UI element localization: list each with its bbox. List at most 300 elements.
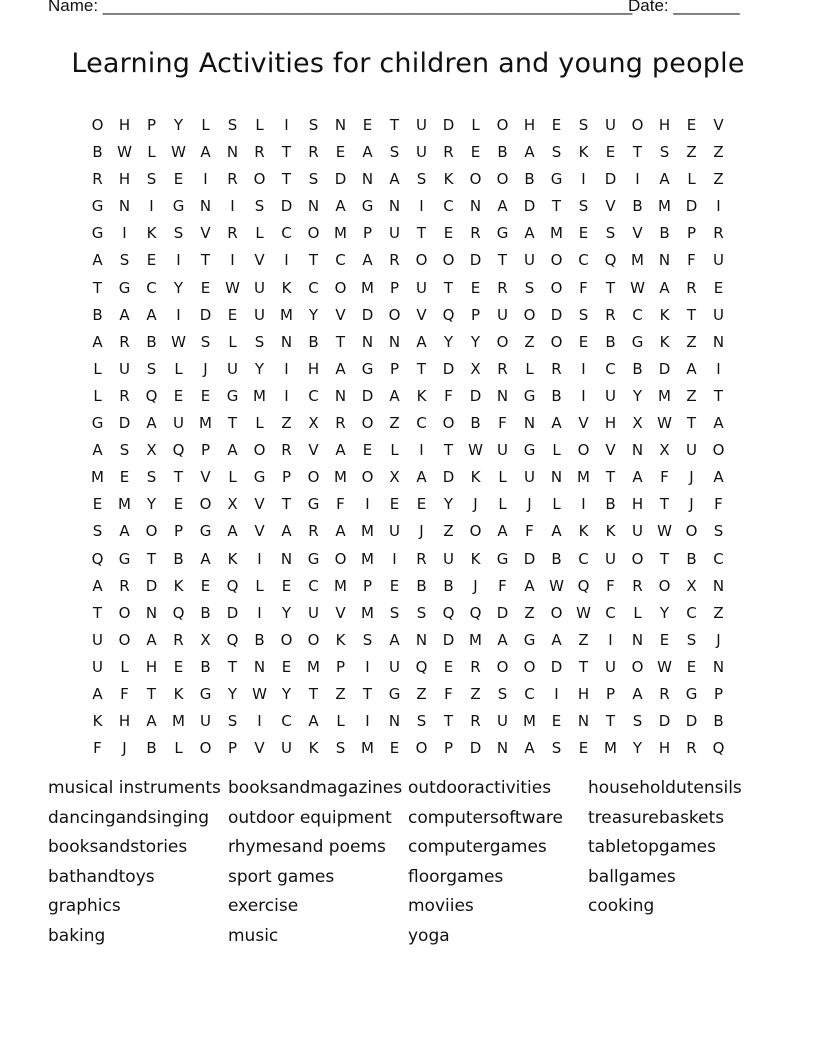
grid-letter[interactable]: A — [92, 576, 103, 595]
grid-letter[interactable]: I — [365, 495, 370, 514]
grid-letter[interactable]: N — [361, 332, 374, 351]
grid-letter[interactable]: O — [91, 116, 104, 134]
grid-letter[interactable]: I — [122, 224, 127, 243]
grid-letter[interactable]: O — [685, 522, 698, 541]
grid-letter[interactable]: T — [578, 657, 589, 676]
grid-letter[interactable]: Z — [416, 684, 427, 703]
grid-letter[interactable]: X — [146, 441, 157, 460]
grid-letter[interactable]: S — [308, 170, 319, 189]
grid-letter[interactable]: B — [173, 549, 184, 568]
grid-letter[interactable]: C — [524, 684, 535, 703]
grid-letter[interactable]: H — [577, 684, 590, 703]
grid-letter[interactable]: B — [632, 359, 643, 378]
grid-letter[interactable]: L — [228, 332, 237, 351]
grid-letter[interactable]: D — [523, 549, 536, 568]
grid-letter[interactable]: A — [713, 414, 724, 433]
grid-letter[interactable]: P — [443, 739, 454, 758]
grid-letter[interactable]: U — [416, 116, 427, 134]
grid-letter[interactable]: E — [227, 305, 238, 324]
grid-letter[interactable]: M — [604, 739, 617, 758]
grid-letter[interactable]: Q — [172, 603, 185, 622]
grid-letter[interactable]: T — [659, 549, 670, 568]
grid-letter[interactable]: H — [523, 116, 536, 134]
grid-letter[interactable]: I — [608, 630, 613, 649]
grid-letter[interactable]: A — [92, 441, 103, 460]
grid-letter[interactable]: U — [686, 441, 697, 460]
grid-letter[interactable]: K — [605, 522, 616, 541]
grid-letter[interactable]: S — [92, 522, 103, 541]
grid-letter[interactable]: H — [118, 116, 131, 134]
grid-letter[interactable]: C — [578, 251, 589, 270]
grid-letter[interactable]: S — [551, 143, 562, 162]
grid-letter[interactable]: Y — [470, 332, 481, 351]
grid-letter[interactable]: N — [280, 332, 293, 351]
grid-letter[interactable]: K — [659, 305, 670, 324]
grid-letter[interactable]: Q — [145, 386, 158, 405]
grid-letter[interactable]: O — [496, 332, 509, 351]
grid-letter[interactable]: N — [712, 332, 725, 351]
grid-letter[interactable]: P — [173, 522, 184, 541]
grid-letter[interactable]: S — [227, 116, 238, 134]
grid-letter[interactable]: R — [605, 305, 616, 324]
grid-letter[interactable]: E — [578, 739, 589, 758]
grid-letter[interactable]: N — [280, 549, 293, 568]
grid-letter[interactable]: S — [551, 739, 562, 758]
grid-letter[interactable]: I — [581, 170, 586, 189]
grid-letter[interactable]: R — [254, 143, 265, 162]
grid-letter[interactable]: N — [361, 170, 374, 189]
grid-letter[interactable]: S — [659, 143, 670, 162]
date-field[interactable]: Date: _______ — [628, 0, 740, 15]
grid-letter[interactable]: T — [632, 143, 643, 162]
grid-letter[interactable]: X — [227, 495, 238, 514]
grid-letter[interactable]: N — [577, 712, 590, 731]
grid-letter[interactable]: O — [415, 251, 428, 270]
grid-letter[interactable]: L — [93, 386, 102, 405]
grid-letter[interactable]: D — [361, 386, 374, 405]
grid-letter[interactable]: P — [335, 657, 346, 676]
grid-letter[interactable]: E — [389, 495, 400, 514]
grid-letter[interactable]: N — [523, 414, 536, 433]
grid-letter[interactable]: O — [631, 549, 644, 568]
grid-letter[interactable]: R — [308, 143, 319, 162]
grid-letter[interactable]: Q — [226, 630, 239, 649]
grid-letter[interactable]: Q — [712, 739, 725, 758]
grid-letter[interactable]: A — [335, 359, 346, 378]
grid-letter[interactable]: H — [145, 657, 158, 676]
grid-letter[interactable]: N — [226, 143, 239, 162]
grid-letter[interactable]: O — [118, 630, 131, 649]
grid-letter[interactable]: A — [497, 630, 508, 649]
grid-letter[interactable]: A — [632, 684, 643, 703]
grid-letter[interactable]: Y — [281, 603, 292, 622]
grid-letter[interactable]: N — [658, 251, 671, 270]
grid-letter[interactable]: W — [549, 576, 564, 595]
grid-letter[interactable]: J — [527, 495, 532, 514]
grid-letter[interactable]: F — [606, 576, 615, 595]
grid-letter[interactable]: R — [119, 386, 130, 405]
grid-letter[interactable]: S — [416, 712, 427, 731]
grid-letter[interactable]: Q — [604, 251, 617, 270]
grid-letter[interactable]: U — [605, 116, 616, 134]
grid-letter[interactable]: W — [252, 684, 267, 703]
grid-letter[interactable]: W — [117, 143, 132, 162]
grid-letter[interactable]: D — [334, 170, 347, 189]
grid-letter[interactable]: B — [92, 305, 103, 324]
grid-letter[interactable]: G — [523, 441, 536, 460]
grid-letter[interactable]: I — [716, 197, 721, 216]
grid-letter[interactable]: U — [389, 522, 400, 541]
grid-letter[interactable]: G — [361, 359, 374, 378]
grid-letter[interactable]: O — [469, 522, 482, 541]
grid-letter[interactable]: I — [257, 549, 262, 568]
grid-letter[interactable]: V — [632, 224, 643, 243]
grid-letter[interactable]: A — [389, 630, 400, 649]
grid-letter[interactable]: N — [388, 712, 401, 731]
grid-letter[interactable]: T — [227, 414, 238, 433]
grid-letter[interactable]: Z — [443, 522, 454, 541]
grid-letter[interactable]: J — [473, 495, 478, 514]
grid-letter[interactable]: V — [254, 739, 265, 758]
grid-letter[interactable]: U — [227, 359, 238, 378]
grid-letter[interactable]: U — [416, 143, 427, 162]
grid-letter[interactable]: N — [118, 197, 131, 216]
grid-letter[interactable]: T — [92, 278, 103, 297]
grid-letter[interactable]: T — [443, 441, 454, 460]
grid-letter[interactable]: R — [551, 359, 562, 378]
grid-letter[interactable]: L — [525, 359, 534, 378]
grid-letter[interactable]: O — [496, 170, 509, 189]
grid-letter[interactable]: N — [334, 386, 347, 405]
grid-letter[interactable]: L — [498, 468, 507, 487]
grid-letter[interactable]: C — [605, 359, 616, 378]
grid-letter[interactable]: U — [119, 359, 130, 378]
grid-letter[interactable]: O — [307, 468, 320, 487]
grid-letter[interactable]: V — [605, 441, 616, 460]
grid-letter[interactable]: U — [497, 305, 508, 324]
grid-letter[interactable]: P — [389, 278, 400, 297]
grid-letter[interactable]: M — [361, 278, 374, 297]
grid-letter[interactable]: G — [361, 197, 374, 216]
grid-letter[interactable]: N — [631, 441, 644, 460]
grid-letter[interactable]: R — [443, 143, 454, 162]
grid-letter[interactable]: U — [497, 441, 508, 460]
grid-letter[interactable]: I — [284, 359, 289, 378]
grid-letter[interactable]: V — [308, 441, 319, 460]
grid-letter[interactable]: E — [551, 712, 562, 731]
grid-letter[interactable]: E — [200, 278, 211, 297]
grid-letter[interactable]: S — [146, 359, 157, 378]
grid-letter[interactable]: L — [390, 441, 399, 460]
grid-letter[interactable]: X — [686, 576, 697, 595]
grid-letter[interactable]: L — [498, 495, 507, 514]
grid-letter[interactable]: I — [392, 549, 397, 568]
grid-letter[interactable]: O — [118, 603, 131, 622]
grid-letter[interactable]: E — [686, 657, 697, 676]
grid-letter[interactable]: D — [469, 386, 482, 405]
grid-letter[interactable]: B — [416, 576, 427, 595]
grid-letter[interactable]: E — [443, 657, 454, 676]
grid-letter[interactable]: T — [146, 549, 157, 568]
grid-letter[interactable]: D — [523, 197, 536, 216]
grid-letter[interactable]: D — [280, 197, 293, 216]
grid-letter[interactable]: Z — [686, 332, 697, 351]
grid-letter[interactable]: S — [416, 170, 427, 189]
grid-letter[interactable]: B — [200, 603, 211, 622]
grid-letter[interactable]: E — [173, 657, 184, 676]
grid-letter[interactable]: M — [253, 386, 266, 405]
grid-letter[interactable]: P — [686, 224, 697, 243]
grid-letter[interactable]: G — [523, 386, 536, 405]
grid-letter[interactable]: R — [713, 224, 724, 243]
grid-letter[interactable]: R — [119, 576, 130, 595]
grid-letter[interactable]: S — [254, 332, 265, 351]
grid-letter[interactable]: T — [146, 684, 157, 703]
grid-letter[interactable]: S — [389, 143, 400, 162]
grid-letter[interactable]: A — [551, 414, 562, 433]
grid-letter[interactable]: L — [552, 495, 561, 514]
grid-letter[interactable]: M — [577, 468, 590, 487]
grid-letter[interactable]: O — [199, 495, 212, 514]
grid-letter[interactable]: J — [122, 739, 127, 758]
grid-letter[interactable]: R — [227, 170, 238, 189]
grid-letter[interactable]: B — [713, 712, 724, 731]
grid-letter[interactable]: V — [605, 197, 616, 216]
grid-letter[interactable]: E — [362, 441, 373, 460]
grid-letter[interactable]: N — [550, 468, 563, 487]
grid-letter[interactable]: P — [146, 116, 157, 134]
grid-letter[interactable]: M — [199, 414, 212, 433]
grid-letter[interactable]: A — [362, 251, 373, 270]
grid-letter[interactable]: Q — [577, 576, 590, 595]
grid-letter[interactable]: N — [469, 197, 482, 216]
grid-letter[interactable]: V — [578, 414, 589, 433]
grid-letter[interactable]: O — [496, 116, 509, 134]
grid-letter[interactable]: S — [605, 224, 616, 243]
grid-letter[interactable]: G — [91, 414, 104, 433]
grid-letter[interactable]: T — [416, 359, 427, 378]
grid-letter[interactable]: K — [470, 549, 481, 568]
grid-letter[interactable]: E — [605, 143, 616, 162]
grid-letter[interactable]: Y — [281, 684, 292, 703]
grid-letter[interactable]: E — [659, 630, 670, 649]
grid-letter[interactable]: A — [524, 576, 535, 595]
grid-letter[interactable]: D — [550, 305, 563, 324]
grid-letter[interactable]: T — [92, 603, 103, 622]
grid-letter[interactable]: X — [632, 414, 643, 433]
grid-letter[interactable]: T — [308, 251, 319, 270]
grid-letter[interactable]: H — [658, 116, 671, 134]
grid-letter[interactable]: M — [658, 197, 671, 216]
grid-letter[interactable]: D — [118, 414, 131, 433]
grid-letter[interactable]: W — [657, 414, 672, 433]
grid-letter[interactable]: B — [470, 414, 481, 433]
grid-letter[interactable]: E — [416, 495, 427, 514]
grid-letter[interactable]: E — [173, 495, 184, 514]
grid-letter[interactable]: H — [631, 495, 644, 514]
grid-letter[interactable]: Z — [713, 170, 724, 189]
grid-letter[interactable]: A — [146, 414, 157, 433]
grid-letter[interactable]: C — [281, 224, 292, 243]
grid-letter[interactable]: T — [605, 712, 616, 731]
grid-letter[interactable]: E — [713, 278, 724, 297]
grid-letter[interactable]: U — [443, 549, 454, 568]
grid-letter[interactable]: P — [200, 441, 211, 460]
grid-letter[interactable]: O — [523, 657, 536, 676]
grid-letter[interactable]: P — [713, 684, 724, 703]
grid-letter[interactable]: V — [254, 522, 265, 541]
grid-letter[interactable]: Y — [146, 495, 157, 514]
grid-letter[interactable]: J — [716, 630, 721, 649]
grid-letter[interactable]: F — [687, 251, 696, 270]
grid-letter[interactable]: A — [335, 522, 346, 541]
grid-letter[interactable]: U — [713, 251, 724, 270]
grid-letter[interactable]: G — [199, 684, 212, 703]
grid-letter[interactable]: E — [146, 251, 157, 270]
grid-letter[interactable]: J — [689, 495, 694, 514]
grid-letter[interactable]: R — [308, 522, 319, 541]
grid-letter[interactable]: A — [146, 630, 157, 649]
grid-letter[interactable]: G — [550, 170, 563, 189]
grid-letter[interactable]: T — [308, 684, 319, 703]
grid-letter[interactable]: O — [415, 739, 428, 758]
grid-letter[interactable]: J — [419, 522, 424, 541]
grid-letter[interactable]: U — [92, 657, 103, 676]
grid-letter[interactable]: M — [172, 712, 185, 731]
grid-letter[interactable]: J — [689, 468, 694, 487]
grid-letter[interactable]: U — [389, 657, 400, 676]
grid-letter[interactable]: K — [173, 576, 184, 595]
grid-letter[interactable]: I — [230, 251, 235, 270]
grid-letter[interactable]: K — [281, 278, 292, 297]
grid-letter[interactable]: E — [389, 576, 400, 595]
grid-letter[interactable]: O — [469, 170, 482, 189]
grid-letter[interactable]: V — [416, 305, 427, 324]
grid-letter[interactable]: I — [419, 197, 424, 216]
grid-letter[interactable]: N — [712, 657, 725, 676]
grid-letter[interactable]: O — [199, 739, 212, 758]
grid-letter[interactable]: Z — [713, 143, 724, 162]
grid-letter[interactable]: C — [308, 278, 319, 297]
grid-letter[interactable]: B — [632, 197, 643, 216]
grid-letter[interactable]: M — [280, 305, 293, 324]
grid-letter[interactable]: L — [201, 116, 210, 134]
grid-letter[interactable]: L — [174, 359, 183, 378]
grid-letter[interactable]: D — [685, 712, 698, 731]
grid-letter[interactable]: A — [200, 143, 211, 162]
grid-letter[interactable]: D — [604, 170, 617, 189]
grid-letter[interactable]: L — [552, 441, 561, 460]
grid-letter[interactable]: T — [605, 278, 616, 297]
grid-letter[interactable]: W — [171, 143, 186, 162]
grid-letter[interactable]: B — [551, 549, 562, 568]
grid-letter[interactable]: T — [659, 495, 670, 514]
grid-letter[interactable]: S — [227, 712, 238, 731]
grid-letter[interactable]: U — [92, 630, 103, 649]
grid-letter[interactable]: P — [605, 684, 616, 703]
grid-letter[interactable]: V — [335, 305, 346, 324]
grid-letter[interactable]: O — [442, 251, 455, 270]
grid-letter[interactable]: E — [200, 576, 211, 595]
grid-letter[interactable]: M — [658, 386, 671, 405]
grid-letter[interactable]: A — [632, 468, 643, 487]
grid-letter[interactable]: S — [578, 197, 589, 216]
grid-letter[interactable]: L — [93, 359, 102, 378]
grid-letter[interactable]: G — [496, 549, 509, 568]
grid-letter[interactable]: R — [686, 739, 697, 758]
grid-letter[interactable]: L — [687, 170, 696, 189]
grid-letter[interactable]: O — [550, 603, 563, 622]
grid-letter[interactable]: E — [551, 116, 562, 134]
grid-letter[interactable]: I — [581, 386, 586, 405]
grid-letter[interactable]: S — [146, 468, 157, 487]
grid-letter[interactable]: M — [361, 522, 374, 541]
grid-letter[interactable]: U — [254, 305, 265, 324]
grid-letter[interactable]: H — [118, 712, 131, 731]
grid-letter[interactable]: Q — [172, 441, 185, 460]
grid-letter[interactable]: B — [200, 657, 211, 676]
grid-letter[interactable]: U — [389, 224, 400, 243]
grid-letter[interactable]: C — [605, 603, 616, 622]
grid-letter[interactable]: F — [93, 739, 102, 758]
grid-letter[interactable]: W — [225, 278, 240, 297]
grid-letter[interactable]: T — [227, 657, 238, 676]
grid-letter[interactable]: T — [605, 468, 616, 487]
grid-letter[interactable]: D — [550, 657, 563, 676]
grid-letter[interactable]: Z — [281, 414, 292, 433]
grid-letter[interactable]: B — [551, 386, 562, 405]
grid-letter[interactable]: B — [605, 495, 616, 514]
grid-letter[interactable]: L — [471, 116, 480, 134]
grid-letter[interactable]: K — [578, 143, 589, 162]
grid-letter[interactable]: A — [416, 332, 427, 351]
grid-letter[interactable]: B — [146, 332, 157, 351]
grid-letter[interactable]: A — [281, 522, 292, 541]
grid-letter[interactable]: L — [120, 657, 129, 676]
grid-letter[interactable]: W — [468, 441, 483, 460]
grid-letter[interactable]: G — [523, 630, 536, 649]
grid-letter[interactable]: R — [227, 224, 238, 243]
grid-letter[interactable]: O — [253, 170, 266, 189]
grid-letter[interactable]: T — [713, 386, 724, 405]
grid-letter[interactable]: Y — [173, 116, 184, 134]
grid-letter[interactable]: A — [389, 386, 400, 405]
grid-letter[interactable]: R — [470, 657, 481, 676]
grid-letter[interactable]: S — [632, 712, 643, 731]
grid-letter[interactable]: R — [686, 278, 697, 297]
grid-letter[interactable]: G — [91, 224, 104, 243]
grid-letter[interactable]: E — [362, 116, 373, 134]
grid-letter[interactable]: U — [200, 712, 211, 731]
grid-letter[interactable]: D — [226, 603, 239, 622]
grid-letter[interactable]: C — [578, 549, 589, 568]
grid-letter[interactable]: W — [657, 657, 672, 676]
grid-letter[interactable]: M — [469, 630, 482, 649]
grid-letter[interactable]: E — [389, 739, 400, 758]
grid-letter[interactable]: D — [442, 468, 455, 487]
grid-letter[interactable]: Q — [442, 603, 455, 622]
grid-letter[interactable]: P — [389, 359, 400, 378]
grid-letter[interactable]: Y — [632, 386, 643, 405]
grid-letter[interactable]: L — [255, 116, 264, 134]
grid-letter[interactable]: S — [254, 197, 265, 216]
grid-letter[interactable]: O — [307, 630, 320, 649]
grid-letter[interactable]: B — [524, 170, 535, 189]
grid-letter[interactable]: A — [119, 305, 130, 324]
grid-letter[interactable]: V — [200, 468, 211, 487]
grid-letter[interactable]: Z — [686, 386, 697, 405]
grid-letter[interactable]: D — [658, 712, 671, 731]
